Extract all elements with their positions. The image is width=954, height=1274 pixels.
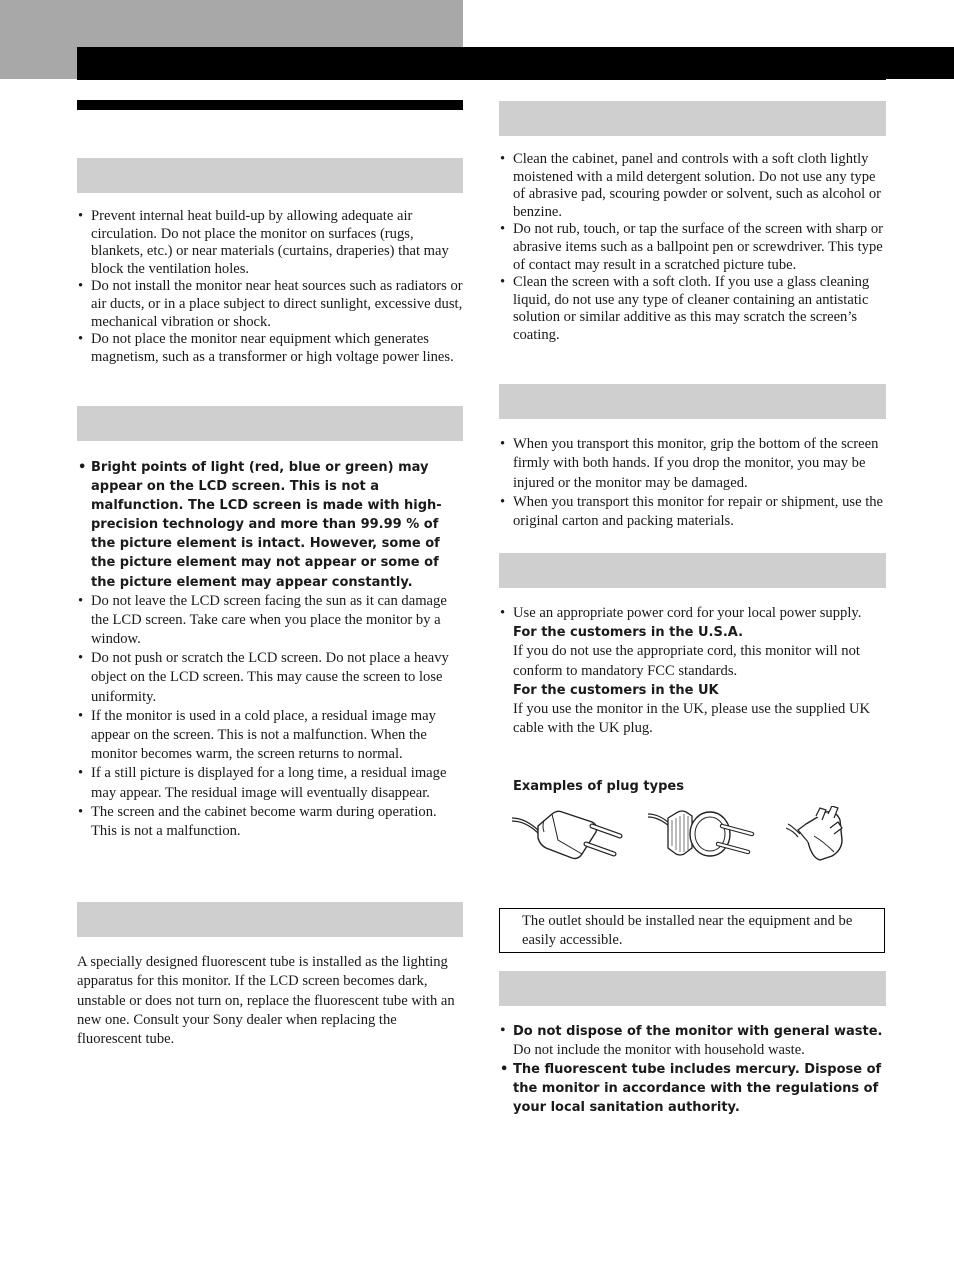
disposal-item-bold: • Do not dispose of the monitor with general waste. xyxy=(513,1024,883,1039)
list-item xyxy=(499,604,888,738)
usa-heading: For the customers in the U.S.A. xyxy=(513,625,744,641)
uk-text: If you use the monitor in the UK, please use the supplied UK cable with the UK plug. xyxy=(513,700,871,737)
disposal-heading-band xyxy=(499,971,886,1006)
power-list xyxy=(499,604,888,738)
eu-plug-illustration xyxy=(648,804,758,862)
tube-paragraph: A specially designed fluorescent tube is installed as the lighting apparatus for this monitor. If the LCD screen becomes dark, unstable or does not turn on, replace the fluorescent tube with an new one. Consult your Sony dealer when replacing the fluorescent tube. xyxy=(77,954,455,1048)
disposal-item-text: Do not include the monitor with household waste. xyxy=(513,1042,805,1059)
list-item: • Clean the screen with a soft cloth. If you use a glass cleaning liquid, do not use any type of cleaner containing an antistatic solution or similar additive as this may scratch the screen’s coating. xyxy=(499,274,888,344)
section-rule xyxy=(77,100,463,110)
power-section xyxy=(499,604,888,738)
list-item: • The screen and the cabinet become warm during operation. This is not a malfunction. xyxy=(77,803,465,841)
installation-list xyxy=(77,208,465,366)
list-item xyxy=(499,1022,888,1060)
lcd-heading-band xyxy=(77,406,463,441)
list-item: • Prevent internal heat build-up by allowing adequate air circulation. Do not place the monitor on surfaces (rugs, blankets, etc.) or near materials (curtains, draperies) that may block the ventilation holes. xyxy=(77,208,465,278)
uk-heading: For the customers in the UK xyxy=(513,682,719,698)
header-rule xyxy=(77,79,886,80)
us-plug-illustration xyxy=(512,800,630,862)
list-item: • Do not push or scratch the LCD screen. Do not place a heavy object on the LCD screen. This may cause the screen to lose uniformity. xyxy=(77,649,465,707)
maintenance-heading-band xyxy=(499,101,886,136)
transport-heading-band xyxy=(499,384,886,419)
maintenance-list xyxy=(499,151,888,345)
installation-heading-band xyxy=(77,158,463,193)
plug-types-heading: Examples of plug types xyxy=(513,779,684,794)
list-item-bold: • Bright points of light (red, blue or green) may appear on the LCD screen. This is not a malfunction. The LCD screen is made with high-precision technology and more than 99.99 % of the picture element is intact. However, some of the picture element may not appear or some of the picture element may appear constantly. xyxy=(77,458,465,592)
power-item-text: Use an appropriate power cord for your local power supply. xyxy=(513,605,862,621)
tube-heading-band xyxy=(77,902,463,937)
list-item: • Do not install the monitor near heat sources such as radiators or air ducts, or in a place subject to direct sunlight, excessive dust, mechanical vibration or shock. xyxy=(77,278,465,331)
usa-text: If you do not use the appropriate cord, this monitor will not conform to mandatory FCC standards. xyxy=(513,643,860,679)
transport-list xyxy=(499,435,888,531)
list-item: • When you transport this monitor, grip the bottom of the screen firmly with both hands. If you drop the monitor, you may be injured or the monitor may be damaged. xyxy=(499,435,888,493)
list-item: • Clean the cabinet, panel and controls with a soft cloth lightly moistened with a mild detergent solution. Do not use any type of abrasive pad, scouring powder or solvent, such as alcohol or benzine. xyxy=(499,151,888,221)
lcd-list xyxy=(77,458,465,841)
uk-plug-illustration xyxy=(786,806,846,864)
list-item: • If the monitor is used in a cold place, a residual image may appear on the screen. This is not a malfunction. When the monitor becomes warm, the screen returns to normal. xyxy=(77,707,465,765)
list-item: • When you transport this monitor for repair or shipment, use the original carton and packing materials. xyxy=(499,493,888,532)
list-item: • Do not leave the LCD screen facing the sun as it can damage the LCD screen. Take care when you place the monitor by a window. xyxy=(77,592,465,650)
header-black-bar xyxy=(77,47,954,79)
disposal-list xyxy=(499,1022,888,1118)
list-item: • Do not place the monitor near equipment which generates magnetism, such as a transformer or high voltage power lines. xyxy=(77,331,465,366)
list-item: • Do not rub, touch, or tap the surface of the screen with sharp or abrasive items such as a ballpoint pen or screwdriver. This type of contact may result in a scratched picture tube. xyxy=(499,221,888,274)
power-heading-band xyxy=(499,553,886,588)
outlet-note-box xyxy=(499,908,885,953)
list-item: • If a still picture is displayed for a long time, a residual image may appear. The residual image will eventually disappear. xyxy=(77,764,465,802)
list-item-bold: • The fluorescent tube includes mercury. Dispose of the monitor in accordance with the regulations of your local sanitation authority. xyxy=(499,1060,888,1117)
outlet-note-text: The outlet should be installed near the equipment and be easily accessible. xyxy=(522,913,853,948)
